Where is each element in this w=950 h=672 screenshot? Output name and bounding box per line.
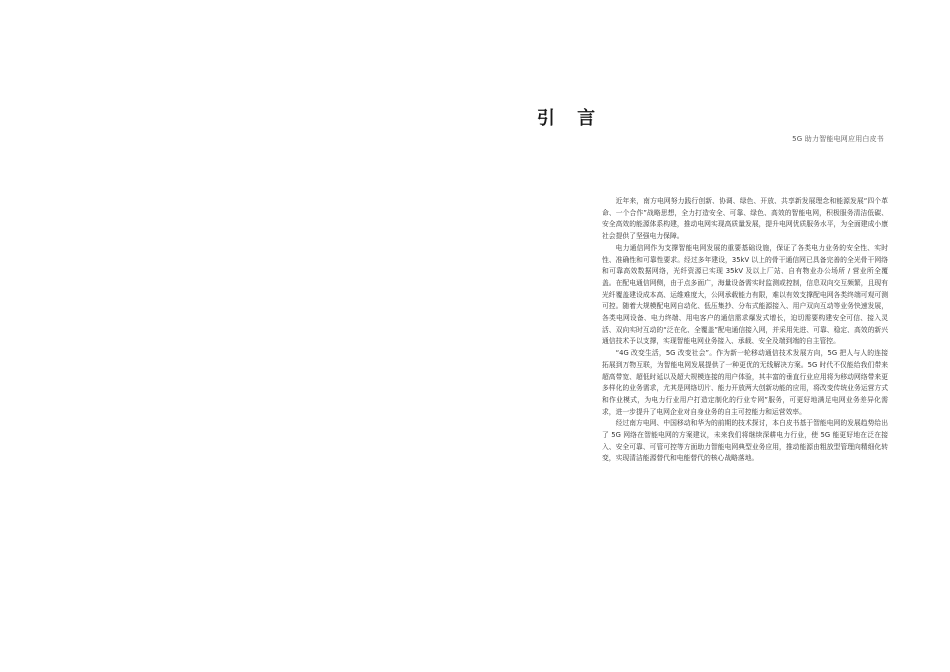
paragraph: “4G 改变生活，5G 改变社会”。作为新一轮移动通信技术发展方向，5G 把人与人的连接拓展到万物互联，为智能电网发展提供了一种更优的无线解决方案。5G 时代不仅能给我们带来超高带宽、超低时延以及超大规模连接的用户体验，其丰富的垂直行业应用将为移动网络带来更多样化的业务需求，尤其是网络切片、能力开放两大创新功能的应用，将改变传统业务运营方式和作业模式，为电力行业用户打造定制化的行业专网”服务，可更好地满足电网业务差异化需求，进一步提升了电网企业对自身业务的自主可控能力和运营效率。 <box>602 349 888 416</box>
paragraph: 近年来，南方电网努力践行创新、协调、绿色、开放、共享新发展理念和能源发展“四个革命、一个合作”战略思想，全力打造安全、可靠、绿色、高效的智能电网，积极服务清洁低碳、安全高效的能源体系构建，推动电网实现高质量发展，提升电网优质服务水平，为全面建成小康社会提供了坚强电力保障。 <box>602 197 888 241</box>
paragraph: 经过南方电网、中国移动和华为的前期的技术探讨，本白皮书基于智能电网的发展趋势给出了 5G 网络在智能电网的方案建议，未来我们将继续深耕电力行业，使 5G 能更好地在泛在接入、安全可靠、可管可控等方面助力智能电网典型业务应用，推动能源由粗放型管理向精细化转变，实现清洁能源替代和电能替代的核心战略落地。 <box>602 419 888 463</box>
paragraph: 电力通信网作为支撑智能电网发展的重要基础设施，保证了各类电力业务的安全性、实时性、准确性和可靠性要求。经过多年建设，35kV 以上的骨干通信网已具备完善的全光骨干网络和可靠高效数据网络，光纤资源已实现 35kV 及以上厂站、自有物业办公场所 / 营业所全覆盖。在配电通信网侧，由于点多面广，海量设备需实时监测或控制，信息双向交互频繁，且现有光纤覆盖建设成本高、运维难度大，公网承载能力有限，难以有效支撑配电网各类终端可观可测可控。随着大规模配电网自动化、低压集抄、分布式能源接入、用户双向互动等业务快速发展，各类电网设备、电力终端、用电客户的通信需求爆发式增长，迫切需要构建安全可信、接入灵活、双向实时互动的“泛在化、全覆盖”配电通信接入网，并采用先进、可靠、稳定、高效的新兴通信技术予以支撑，实现智能电网业务接入、承载、安全及端到端的自主管控。 <box>602 243 888 346</box>
body-text <box>602 196 888 465</box>
page-title: 引 言 <box>536 108 604 129</box>
running-header: 5G 助力智能电网应用白皮书 <box>792 135 884 143</box>
